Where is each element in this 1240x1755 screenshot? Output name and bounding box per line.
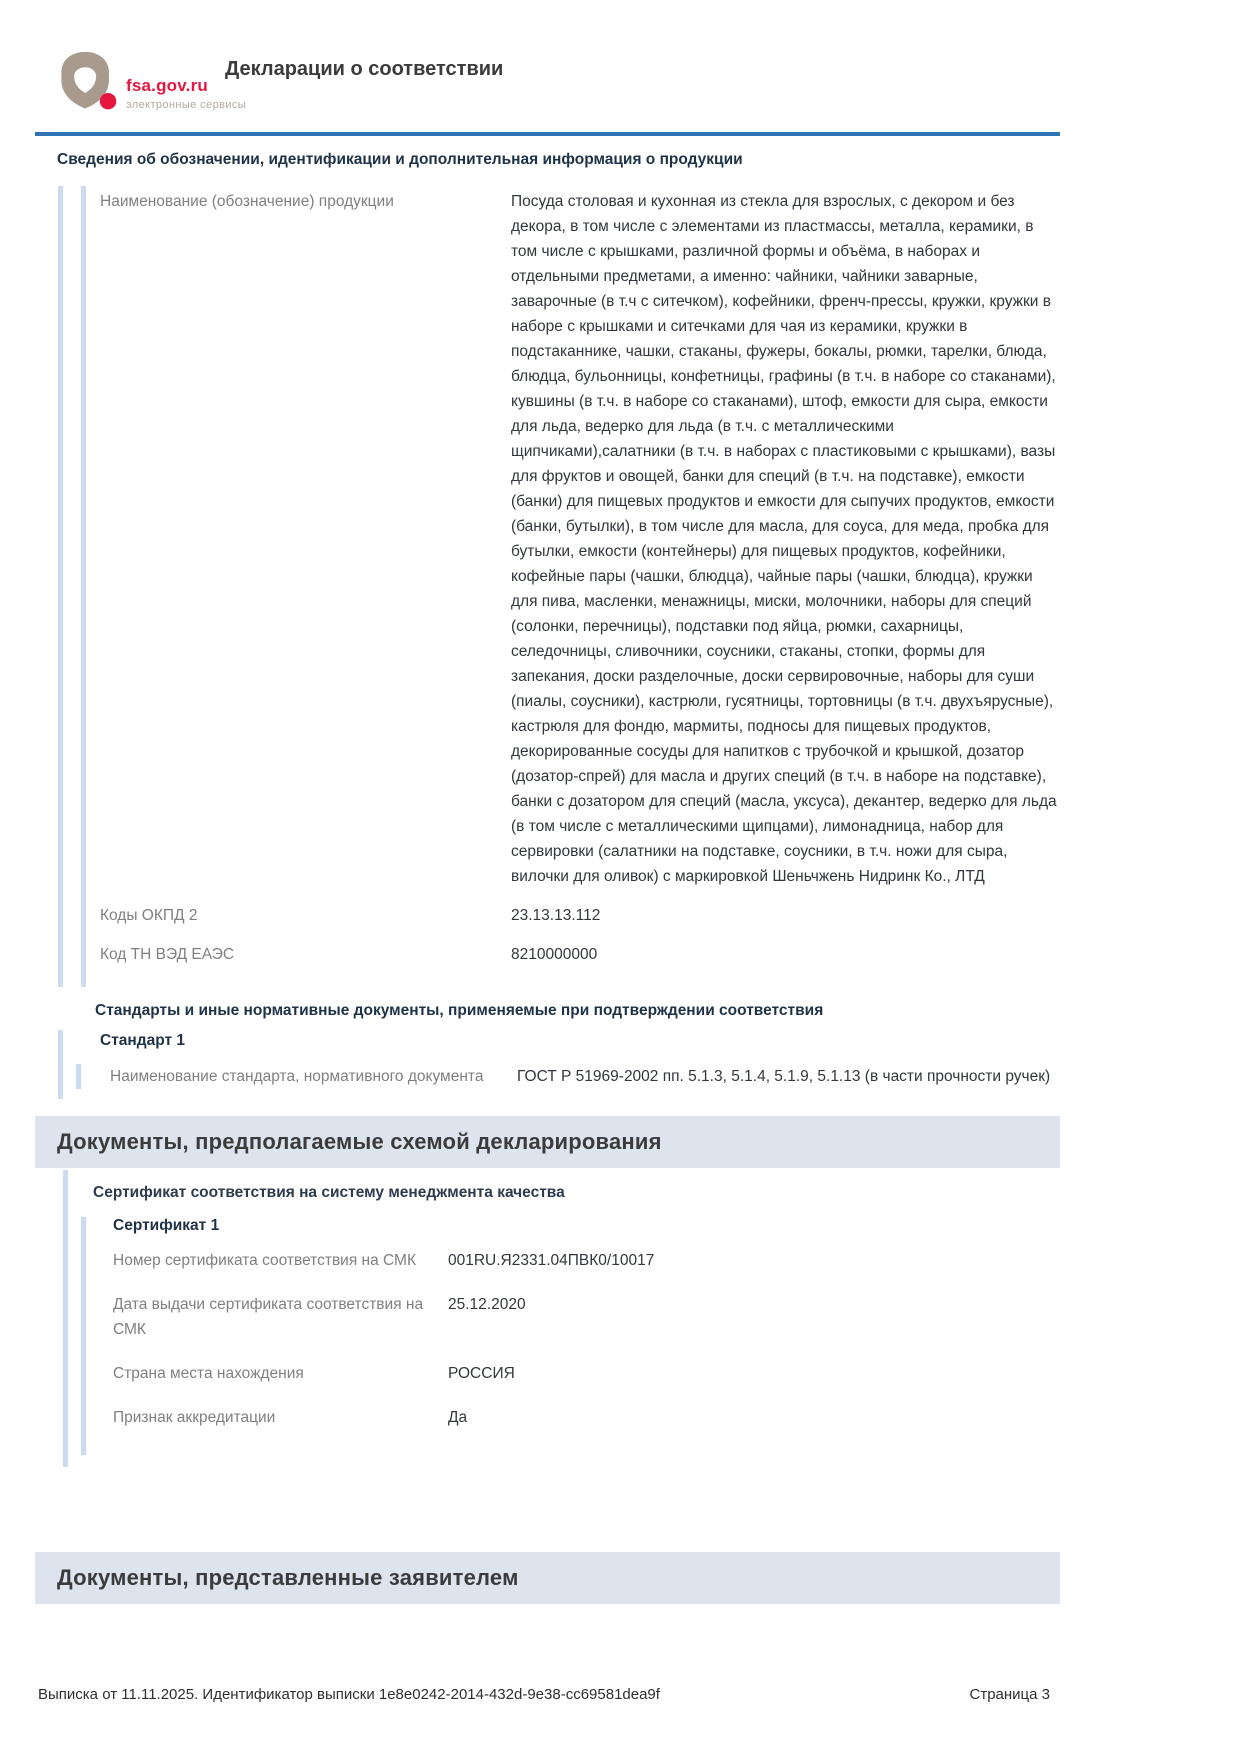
field-value: РОССИЯ (448, 1365, 515, 1382)
field-value: 23.13.13.112 (511, 907, 601, 924)
field-label: Страна места нахождения (113, 1365, 304, 1382)
field-value: 001RU.Я2331.04ПВК0/10017 (448, 1252, 655, 1269)
field-row-cert-number (113, 1248, 1060, 1273)
field-row-tnved (100, 942, 1060, 967)
page-footer (38, 1686, 1050, 1703)
standard-title: Стандарт 1 (100, 1032, 186, 1049)
field-value: ГОСТ Р 51969-2002 пп. 5.1.3, 5.1.4, 5.1.9, 5.1.13 (в части прочности ручек) (517, 1068, 1051, 1085)
standard-block (58, 1030, 1060, 1099)
footer-extract-info: Выписка от 11.11.2025. Идентификатор выписки 1e8e0242-2014-432d-9e38-cc69581dea9f (38, 1686, 660, 1703)
section-heading-standards: Стандарты и иные нормативные документы, применяемые при подтверждении соответствия (95, 1002, 824, 1019)
logo-tagline-label: электронные сервисы (126, 99, 247, 111)
standard-rows (76, 1064, 1060, 1089)
section-heading-product: Сведения об обозначении, идентификации и дополнительная информация о продукции (57, 151, 743, 168)
header-divider (35, 132, 1060, 136)
field-label: Наименование стандарта, нормативного документа (110, 1068, 484, 1085)
field-value: 25.12.2020 (448, 1296, 526, 1313)
logo-site-label: fsa.gov.ru (126, 76, 208, 95)
field-row-product-name (100, 189, 1060, 889)
field-label: Номер сертификата соответствия на СМК (113, 1252, 416, 1269)
field-row-standard-name (110, 1064, 1060, 1089)
field-row-cert-country (113, 1361, 1060, 1386)
banner-title: Документы, представленные заявителем (57, 1565, 519, 1590)
field-value: Посуда столовая и кухонная из стекла для взрослых, с декором и без декора, в том числе с элементами из пластмассы, металла, керамики, в том числе с крышками, различной формы и объёма, в наборах и отдельными предметами, а именно: чайники, чайники заварные, заварочные (в т.ч с ситечком), кофейники, френч-прессы, кружки, кружки в наборе с крышками и ситечками для чая из керамики, кружки в подстаканнике, чашки, стаканы, фужеры, бокалы, рюмки, тарелки, блюда, блюдца, бульонницы, конфетницы, графины (в т.ч. в наборе со стаканами), кувшины (в т.ч. в наборе со стаканами), штоф, емкости для сыра, емкости для льда, ведерко для льда (в т.ч. с металлическими щипчиками),салатники (в т.ч. в наборах с пластиковыми с крышками), вазы для фруктов и овощей, банки для специй (в т.ч. на подставке), емкости (банки) для пищевых продуктов и емкости для сыпучих продуктов, емкости (банки, бутылки), в том числе для масла, для соуса, для меда, пробка для бутылки, емкости (контейнеры) для пищевых продуктов, кофейники, кофейные пары (чашки, блюдца), чайные пары (чашки, блюдца), кружки для пива, масленки, менажницы, миски, молочники, наборы для специй (солонки, перечницы), подставки под яйца, рюмки, сахарницы, селедочницы, сливочники, соусники, стаканы, стопки, формы для запекания, доски разделочные, доски сервировочные, наборы для суши (пиалы, соусники), кастрюли, гусятницы, тортовницы (в т.ч. двухъярусные), кастрюля для фондю, мармиты, подносы для пищевых продуктов, декорированные сосуды для напитков с трубочкой и крышкой, дозатор (дозатор-спрей) для масла и других специй (в т.ч. в наборе на подставке), банки с дозатором для специй (масла, уксуса), декантер, ведерко для льда (в том числе с металлическими щипцами), лимонадница, набор для сервировки (салатники на подставке, соусники, в т.ч. ножи для сыра, вилочки для оливок) с маркировкой Шеньчжень Нидринк Ко., ЛТД (511, 193, 1057, 885)
certificate-section-heading: Сертификат соответствия на систему менеджмента качества (93, 1184, 565, 1201)
field-label: Дата выдачи сертификата соответствия на СМК (113, 1296, 424, 1338)
field-value: 8210000000 (511, 946, 598, 963)
field-row-okpd2 (100, 903, 1060, 928)
certificate-section-block (63, 1170, 1060, 1467)
field-row-cert-accreditation (113, 1405, 1060, 1430)
field-value: Да (448, 1409, 468, 1426)
banner-declaration-scheme (35, 1116, 1060, 1168)
field-label: Код ТН ВЭД ЕАЭС (100, 946, 235, 963)
banner-title: Документы, предполагаемые схемой декларирования (57, 1129, 662, 1154)
product-rows (81, 186, 1060, 987)
field-row-cert-date (113, 1292, 1060, 1342)
product-section-block (58, 186, 1060, 987)
certificate-rows (81, 1217, 1060, 1455)
field-label: Коды ОКПД 2 (100, 907, 198, 924)
page-title: Декларации о соответствии (225, 58, 504, 80)
certificate-title: Сертификат 1 (113, 1217, 220, 1234)
banner-applicant-documents (35, 1552, 1060, 1604)
content-column (35, 0, 1060, 1604)
footer-page-number: Страница 3 (969, 1686, 1050, 1703)
field-label: Наименование (обозначение) продукции (100, 193, 394, 210)
field-label: Признак аккредитации (113, 1409, 276, 1426)
